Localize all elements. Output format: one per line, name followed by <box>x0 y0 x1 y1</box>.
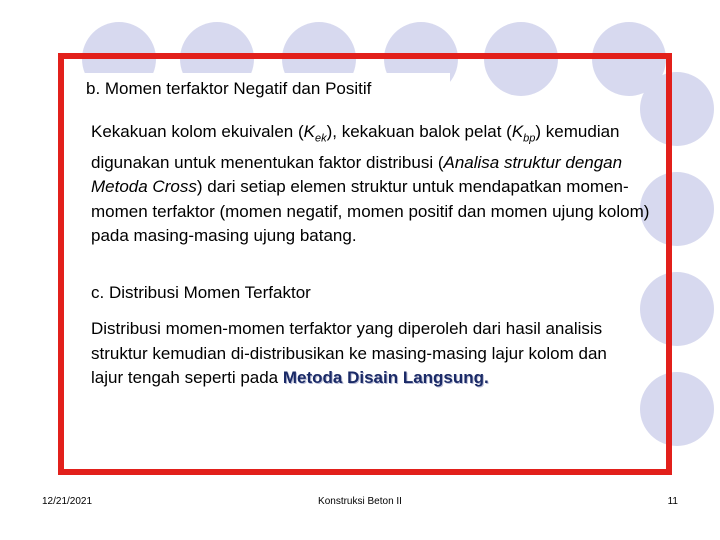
paragraph-text: ), kekakuan balok pelat ( <box>326 122 512 141</box>
paragraph-text: ) dari setiap elemen struktur untuk mendapatkan momen-momen terfaktor (momen negatif, momen positif dan momen ujung kolom) pada masing-masing ujung batang. <box>91 177 650 246</box>
paragraph-text: Distribusi momen-momen terfaktor yang diperoleh dari hasil analisis struktur kemudian di-distribusikan ke masing-masing lajur kolom dan lajur tengah seperti pada <box>91 319 607 387</box>
paragraph-text: ) kemudian digunakan untuk menentukan faktor distribusi ( <box>91 122 620 172</box>
symbol-k: K <box>303 122 315 141</box>
highlighted-method-name: Metoda Disain Langsung. <box>282 368 489 387</box>
italic-method-name: Analisa struktur dengan Metoda Cross <box>91 152 623 197</box>
slide-title: b. Momen terfaktor Negatif dan Positif <box>86 79 372 98</box>
symbol-k: K <box>511 122 524 141</box>
paragraph-text: Kekakuan kolom ekuivalen ( <box>91 122 304 141</box>
subscript-ek: ek <box>314 132 327 145</box>
paragraph-stiffness <box>91 120 651 249</box>
paragraph-distribution <box>91 317 631 391</box>
footer-title: Konstruksi Beton II <box>318 496 402 507</box>
slide-frame <box>58 53 672 475</box>
footer-date: 12/21/2021 <box>42 496 93 507</box>
section-heading: c. Distribusi Momen Terfaktor <box>91 283 311 302</box>
subscript-bp: bp <box>523 132 536 145</box>
page-number: 11 <box>667 496 678 507</box>
